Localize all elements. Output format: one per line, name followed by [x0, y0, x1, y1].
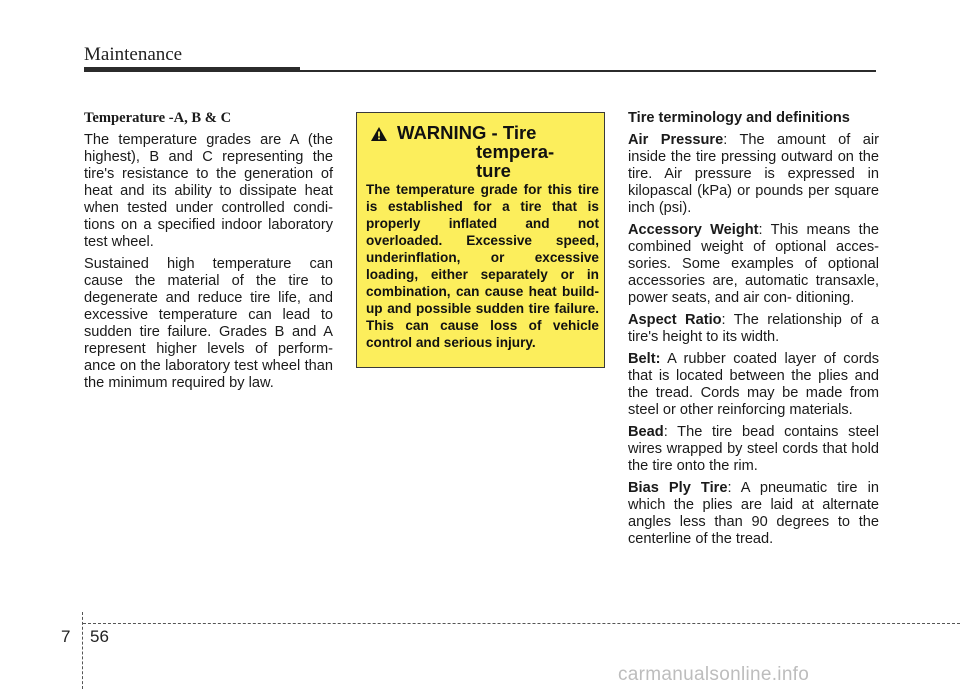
- terminology-heading: Tire terminology and definitions: [628, 110, 850, 126]
- term-label: Accessory Weight: [628, 222, 759, 238]
- term-definition: A rubber coated layer of cords that is located between the plies and the tread. Cords may be made from steel or other reinforcing materials.: [628, 351, 879, 418]
- definition-item: [628, 132, 879, 217]
- definition-item: [628, 424, 879, 475]
- warning-body: The temperature grade for this tire is established for a tire that is properly inflated and not overloaded. Excessive speed, underinflation, or excessive loading, either separately or in combination, can cause heat build-up and possible sudden tire failure. This can cause loss of vehicle control and serious injury.: [366, 182, 599, 350]
- warning-title: [397, 123, 597, 180]
- term-separator: :: [727, 480, 741, 496]
- term-separator: :: [721, 312, 734, 328]
- section-title: Maintenance: [84, 44, 183, 65]
- term-separator: :: [723, 132, 740, 148]
- term-definition: The tire bead contains steel wires wrapped by steel cords that hold the tire onto the rim.: [628, 424, 879, 474]
- header-rule-thick: [84, 67, 300, 72]
- definition-item: [628, 351, 879, 419]
- chapter-number: 7: [61, 627, 71, 646]
- definition-item: [628, 480, 879, 548]
- term-definition: The amount of air inside the tire pressing outward on the tire. Air pressure is expressed in kilopascal (kPa) or pounds per square inch (psi).: [628, 132, 879, 216]
- term-definition: A pneumatic tire in which the plies are laid at alternate angles less than 90 degrees to the centerline of the tread.: [628, 480, 879, 547]
- paragraph: Sustained high temperature can cause the material of the tire to degenerate and reduce tire life, and excessive temperature can lead to sudden tire failure. Grades B and A represent higher levels of perform- ance on the laboratory test wheel than the minimum required by law.: [84, 256, 333, 391]
- left-column: [84, 110, 333, 397]
- definition-item: [628, 312, 879, 346]
- right-column: [628, 110, 879, 553]
- footer-horizontal-rule: [83, 623, 960, 624]
- term-label: Bead: [628, 424, 664, 440]
- watermark: carmanualsonline.info: [618, 664, 810, 685]
- term-label: Aspect Ratio: [628, 312, 722, 328]
- page-number: 56: [90, 627, 109, 646]
- warning-title-line: ture: [476, 160, 511, 181]
- warning-triangle-icon: [370, 126, 388, 142]
- warning-title-line: WARNING - Tire: [397, 122, 537, 143]
- warning-box: [356, 112, 605, 368]
- term-label: Air Pressure: [628, 132, 724, 148]
- term-definition: The relationship of a tire's height to its width.: [628, 312, 879, 345]
- term-separator: :: [663, 424, 678, 440]
- term-label: Belt:: [628, 351, 661, 367]
- temperature-heading: Temperature -A, B & C: [84, 110, 232, 126]
- definition-item: [628, 222, 879, 307]
- term-label: Bias Ply Tire: [628, 480, 728, 496]
- paragraph: The temperature grades are A (the highest), B and C representing the tire's resistance to the generation of heat and its ability to dissipate heat when tested under controlled condi- tions on a specified indoor laboratory test wheel.: [84, 132, 333, 250]
- term-separator: :: [758, 222, 771, 238]
- term-definition: This means the combined weight of optional acces- sories. Some examples of optional accessories are, automatic transaxle, power seats, and air con- ditioning.: [628, 222, 879, 306]
- header-rule-thin: [300, 70, 876, 72]
- warning-title-line: tempera-: [476, 141, 555, 162]
